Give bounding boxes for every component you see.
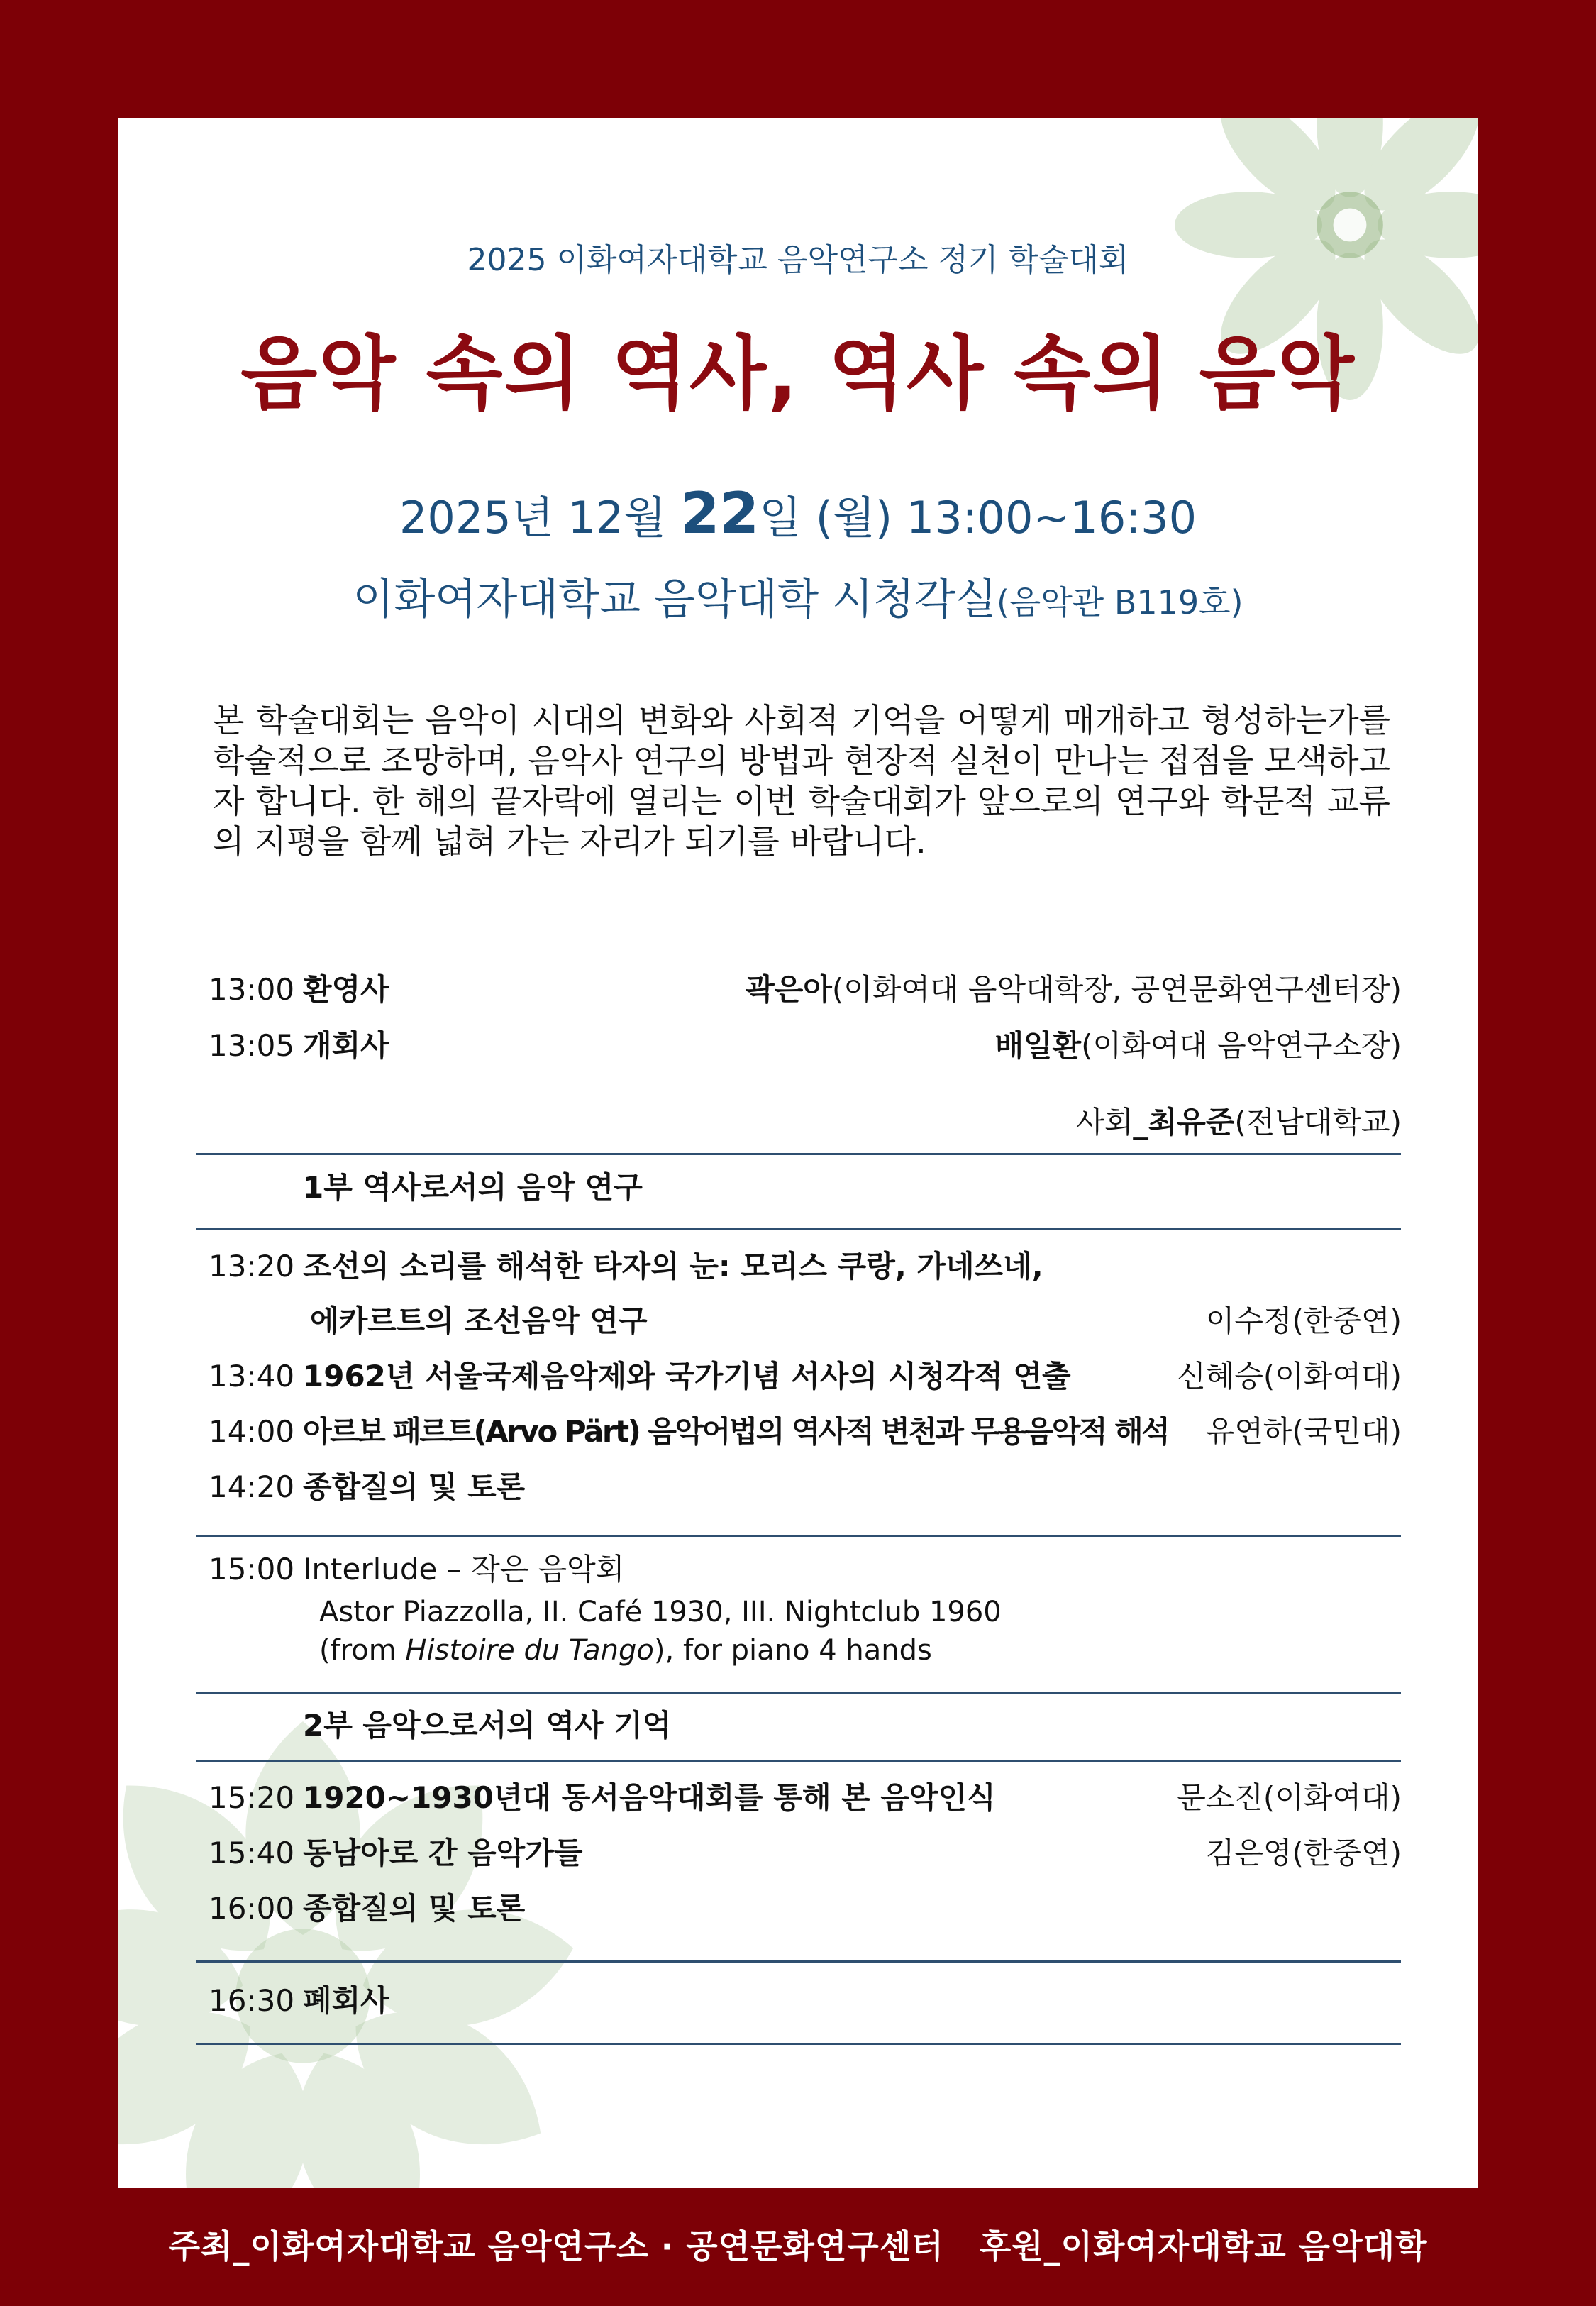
program-row-talk [209,1352,1402,1401]
row-speaker [746,965,1402,1015]
part1-heading: 1부 역사로서의 음악 연구 [303,1170,643,1205]
event-date [118,480,1478,546]
program-row-interlude [209,1545,1402,1594]
row-time: 13:40 [209,1359,295,1394]
venue-name: 이화여자대학교 음악대학 시청각실 [353,575,997,624]
event-subtitle: 2025 이화여자대학교 음악연구소 정기 학술대회 [467,242,1129,278]
talk-title: 조선의 소리를 해석한 타자의 눈: 모리스 쿠랑, 가네쓰네, [303,1249,1043,1284]
row-time: 14:00 [209,1414,295,1449]
moderator-name: 최유준 [1148,1105,1235,1140]
divider [196,1692,1401,1694]
talk-title: 종합질의 및 토론 [303,1469,526,1504]
program-row-talk [209,1242,1402,1291]
date-day: 22 [680,480,760,546]
line2-prefix: (from [319,1634,406,1667]
row-time: 15:00 [209,1552,295,1587]
footer-host: 주최_이화여자대학교 음악연구소 · 공연문화연구센터 [168,2227,944,2266]
part2-heading: 2부 음악으로서의 역사 기억 [303,1708,672,1743]
divider [196,1228,1401,1230]
event-title: 음악 속의 역사, 역사 속의 음악 [240,328,1356,420]
event-venue [118,566,1478,627]
program-row-talk [209,1407,1402,1457]
talk-title: 1962년 서울국제음악제와 국가기념 서사의 시청각적 연출 [303,1359,1071,1394]
speaker-affiliation: (이화여대 음악연구소장) [1081,1028,1402,1063]
program-row-talk [209,1773,1402,1823]
talk-speaker: 유연하(국민대) [1205,1414,1402,1449]
speaker-name: 곽은아 [746,972,832,1007]
divider [196,1760,1401,1762]
footer-sponsor: 후원_이화여자대학교 음악대학 [979,2227,1428,2266]
program-row-welcome [209,965,1402,1015]
interlude-program-line2 [319,1631,932,1670]
row-item: 환영사 [303,972,389,1007]
row-time: 13:00 [209,972,295,1007]
speaker-affiliation: (이화여대 음악대학장, 공연문화연구센터장) [831,972,1402,1007]
divider [196,1153,1401,1155]
moderator [1075,1098,1402,1147]
talk-title-line2: 에카르트의 조선음악 연구 [310,1303,648,1338]
program-row-talk [209,1828,1402,1878]
row-time: 13:05 [209,1028,295,1063]
row-item: 개회사 [303,1028,389,1063]
talk-title: 동남아로 간 음악가들 [303,1836,583,1870]
talk-title: 1920~1930년대 동서음악대회를 통해 본 음악인식 [303,1780,996,1815]
date-suffix: 일 (월) 13:00~16:30 [759,492,1197,544]
program-row-opening [209,1021,1402,1071]
program-row-closing [209,1976,1402,2026]
talk-speaker: 신혜승(이화여대) [1177,1359,1402,1394]
divider [196,2043,1401,2045]
speaker-name: 배일환 [994,1028,1082,1063]
talk-speaker: 문소진(이화여대) [1177,1780,1402,1815]
row-item: 폐회사 [303,1983,389,2018]
interlude-title: Interlude – 작은 음악회 [303,1552,625,1587]
program-row-discussion [209,1884,1402,1933]
floral-ornament-large-icon [118,1691,608,2188]
footer-credits [0,2221,1596,2268]
intro-paragraph: 본 학술대회는 음악이 시대의 변화와 사회적 기억을 어떻게 매개하고 형성하는가를 학술적으로 조망하며, 음악사 연구의 방법과 현장적 실천이 만나는 접점을 모색하고자 합니다. 한 해의 끝자락에 열리는 이번 학술대회가 앞으로의 연구와 학문적 교류의 지평을 함께 넓혀 가는 자리가 되기를 바랍니다. [213,701,1390,861]
row-time: 15:20 [209,1780,295,1815]
talk-speaker: 이수정(한중연) [1205,1303,1402,1338]
line2-suffix: ), for piano 4 hands [653,1634,932,1667]
moderator-row [209,1098,1402,1147]
part1-heading-row [209,1163,1402,1213]
program-row-talk-cont [209,1296,1402,1346]
row-speaker [994,1021,1402,1071]
talk-title: 종합질의 및 토론 [303,1891,526,1926]
row-time: 16:30 [209,1983,295,2018]
row-time: 15:40 [209,1836,295,1870]
poster-panel [118,118,1478,2188]
row-time: 16:00 [209,1891,295,1926]
moderator-affiliation: (전남대학교) [1234,1105,1402,1140]
program-row-discussion [209,1462,1402,1512]
divider [196,1960,1401,1963]
row-time: 13:20 [209,1249,295,1284]
date-prefix: 2025년 12월 [399,492,680,544]
divider [196,1535,1401,1537]
interlude-program-line1: Astor Piazzolla, II. Café 1930, III. Nightclub 1960 [319,1596,1002,1628]
venue-room: (음악관 B119호) [996,583,1243,622]
line2-italic: Histoire du Tango [405,1634,654,1667]
talk-speaker: 김은영(한중연) [1205,1836,1402,1870]
talk-title: 아르보 패르트(Arvo Pärt) 음악어법의 역사적 변천과 무용음악적 해석 [303,1414,1169,1449]
row-time: 14:20 [209,1469,295,1504]
part2-heading-row [209,1701,1402,1750]
moderator-prefix: 사회_ [1075,1105,1148,1140]
